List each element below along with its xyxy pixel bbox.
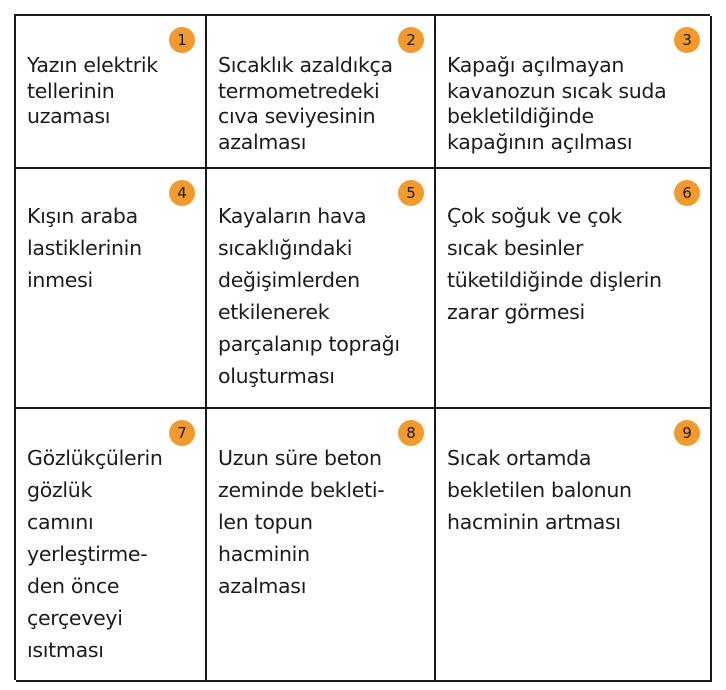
cell-text: Gözlükçülerin gözlük camını yerleştirme- den önce çerçeveyi ısıtması xyxy=(27,446,163,662)
cell-text: Sıcak ortamda bekletilen balonun hacminin artması xyxy=(447,446,632,534)
cell-text: Çok soğuk ve çok sıcak besinler tüketildiğinde dişlerin zarar görmesi xyxy=(447,204,662,324)
grid-cell-2 xyxy=(207,16,436,169)
cell-number-badge: 9 xyxy=(674,420,700,446)
cell-number-badge: 1 xyxy=(169,27,195,53)
cell-number-badge: 3 xyxy=(674,27,700,53)
grid-cell-1 xyxy=(16,16,207,169)
cell-text: Sıcaklık azaldıkça termometredeki cıva seviyesinin azalması xyxy=(218,53,393,154)
statements-grid xyxy=(14,14,710,680)
cell-number-badge: 6 xyxy=(674,180,700,206)
grid-cell-3 xyxy=(436,16,712,169)
grid-cell-9 xyxy=(436,409,712,682)
cell-text: Uzun süre beton zeminde bekleti- len topun hacminin azalması xyxy=(218,446,385,598)
grid-cell-8 xyxy=(207,409,436,682)
cell-number-badge: 5 xyxy=(398,180,424,206)
cell-number-badge: 8 xyxy=(398,420,424,446)
cell-text: Kapağı açılmayan kavanozun sıcak suda bekletildiğinde kapağının açılması xyxy=(447,53,667,154)
cell-text: Yazın elektrik tellerinin uzaması xyxy=(27,53,158,128)
grid-cell-5 xyxy=(207,169,436,409)
grid-cell-7 xyxy=(16,409,207,682)
grid-cell-4 xyxy=(16,169,207,409)
cell-number-badge: 7 xyxy=(169,420,195,446)
grid-cell-6 xyxy=(436,169,712,409)
cell-text: Kışın araba lastiklerinin inmesi xyxy=(27,204,142,292)
cell-number-badge: 2 xyxy=(398,27,424,53)
cell-text: Kayaların hava sıcaklığındaki değişimlerden etkilenerek parçalanıp toprağı oluşturması xyxy=(218,204,400,388)
cell-number-badge: 4 xyxy=(169,180,195,206)
